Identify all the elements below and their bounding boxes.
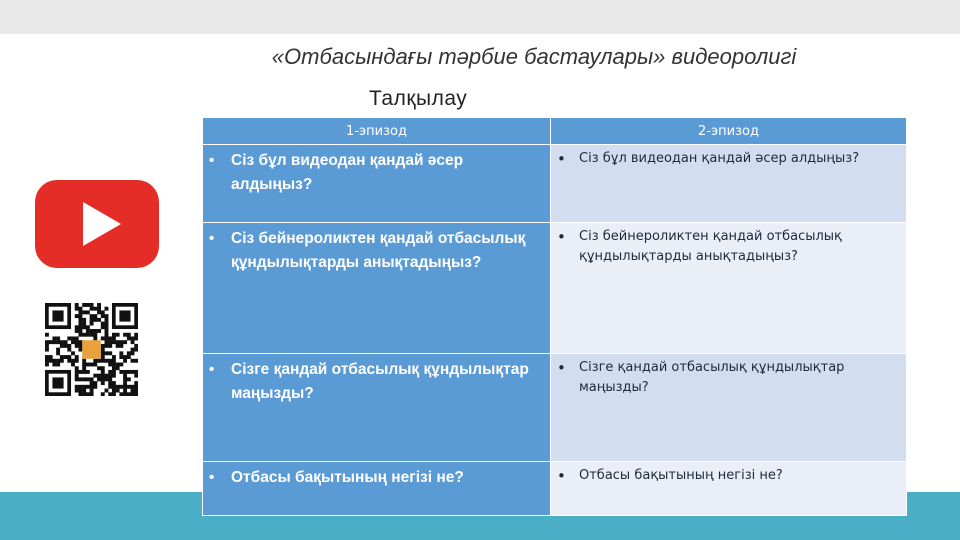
question-text: Сіз бейнероликтен қандай отбасылық құндылықтарды анықтадыңыз?: [231, 230, 526, 271]
qr-module: [67, 348, 71, 352]
qr-module: [82, 318, 86, 322]
qr-module: [101, 359, 105, 363]
qr-module: [123, 392, 127, 396]
qr-module: [134, 344, 138, 348]
qr-module: [101, 314, 105, 318]
qr-module: [97, 310, 101, 314]
qr-module: [78, 344, 82, 348]
qr-module: [123, 340, 127, 344]
qr-module: [105, 351, 109, 355]
qr-module: [82, 389, 86, 393]
qr-module: [134, 385, 138, 389]
qr-module: [101, 374, 105, 378]
qr-module: [108, 340, 112, 344]
qr-module: [82, 322, 86, 326]
discussion-table: [202, 117, 907, 516]
qr-module: [108, 336, 112, 340]
qr-finder-pattern: [119, 310, 130, 321]
qr-module: [112, 355, 116, 359]
qr-module: [123, 385, 127, 389]
qr-module: [75, 344, 79, 348]
qr-module: [112, 385, 116, 389]
question-text: Сіз бейнероликтен қандай отбасылық құндылықтарды анықтадыңыз?: [579, 229, 842, 264]
qr-module: [86, 370, 90, 374]
qr-module: [105, 377, 109, 381]
qr-module: [64, 355, 68, 359]
qr-module: [101, 322, 105, 326]
qr-module: [116, 363, 120, 367]
qr-module: [71, 363, 75, 367]
qr-module: [127, 392, 131, 396]
table-cell: [203, 145, 551, 223]
qr-module: [82, 392, 86, 396]
qr-module: [108, 374, 112, 378]
qr-module: [67, 344, 71, 348]
qr-module: [112, 340, 116, 344]
qr-module: [97, 303, 101, 307]
qr-module: [101, 325, 105, 329]
qr-module: [105, 359, 109, 363]
qr-module: [90, 377, 94, 381]
qr-module: [82, 377, 86, 381]
qr-module: [127, 355, 131, 359]
qr-module: [45, 355, 49, 359]
qr-module: [119, 370, 123, 374]
qr-module: [93, 336, 97, 340]
qr-module: [90, 333, 94, 337]
qr-module: [101, 351, 105, 355]
qr-module: [101, 392, 105, 396]
qr-module: [52, 363, 56, 367]
qr-module: [101, 344, 105, 348]
qr-module: [45, 340, 49, 344]
qr-module: [123, 359, 127, 363]
qr-module: [134, 389, 138, 393]
qr-module: [127, 385, 131, 389]
qr-module: [78, 377, 82, 381]
qr-module: [78, 322, 82, 326]
qr-module: [71, 336, 75, 340]
qr-module: [108, 359, 112, 363]
qr-module: [134, 381, 138, 385]
qr-module: [97, 318, 101, 322]
qr-module: [90, 318, 94, 322]
qr-module: [75, 389, 79, 393]
qr-module: [105, 314, 109, 318]
qr-module: [86, 303, 90, 307]
qr-module: [105, 322, 109, 326]
qr-module: [86, 377, 90, 381]
qr-module: [56, 336, 60, 340]
qr-module: [123, 370, 127, 374]
qr-module: [131, 336, 135, 340]
qr-module: [119, 344, 123, 348]
qr-module: [90, 322, 94, 326]
qr-module: [134, 336, 138, 340]
qr-module: [52, 359, 56, 363]
qr-module: [97, 307, 101, 311]
qr-module: [82, 363, 86, 367]
table-cell: [203, 462, 551, 516]
qr-module: [78, 385, 82, 389]
top-band: [0, 0, 960, 34]
qr-module: [56, 340, 60, 344]
qr-module: [119, 351, 123, 355]
qr-module: [45, 344, 49, 348]
qr-module: [131, 340, 135, 344]
qr-module: [75, 340, 79, 344]
qr-module: [108, 363, 112, 367]
qr-module: [82, 303, 86, 307]
qr-module: [101, 370, 105, 374]
qr-module: [108, 381, 112, 385]
qr-module: [97, 366, 101, 370]
qr-module: [78, 329, 82, 333]
qr-module: [97, 359, 101, 363]
qr-module: [112, 366, 116, 370]
slide-title: «Отбасындағы тәрбие бастаулары» видеоролигі: [271, 44, 797, 69]
question-text: Сіз бұл видеодан қандай әсер алдыңыз?: [231, 152, 464, 193]
qr-module: [45, 348, 49, 352]
qr-module: [86, 385, 90, 389]
qr-module: [82, 310, 86, 314]
qr-module: [127, 333, 131, 337]
bullet: •: [557, 467, 566, 485]
qr-module: [123, 381, 127, 385]
qr-module: [75, 355, 79, 359]
qr-module: [86, 363, 90, 367]
qr-module: [127, 351, 131, 355]
qr-module: [97, 377, 101, 381]
qr-module: [93, 381, 97, 385]
bullet: •: [209, 152, 215, 169]
qr-module: [134, 348, 138, 352]
bullet: •: [209, 230, 215, 247]
qr-module: [90, 363, 94, 367]
qr-module: [105, 336, 109, 340]
qr-module: [119, 385, 123, 389]
qr-module: [108, 370, 112, 374]
qr-module: [60, 359, 64, 363]
qr-module: [64, 340, 68, 344]
qr-module: [82, 370, 86, 374]
qr-module: [78, 340, 82, 344]
slide-subtitle: Талқылау: [369, 87, 468, 110]
qr-module: [67, 359, 71, 363]
qr-module: [112, 381, 116, 385]
qr-module: [71, 340, 75, 344]
table-cell: [551, 354, 907, 462]
qr-module: [75, 374, 79, 378]
qr-module: [71, 359, 75, 363]
qr-module: [112, 359, 116, 363]
qr-module: [105, 329, 109, 333]
qr-module: [105, 307, 109, 311]
bullet: •: [557, 359, 566, 377]
qr-module: [71, 351, 75, 355]
qr-module: [90, 385, 94, 389]
qr-module: [90, 307, 94, 311]
qr-module: [105, 374, 109, 378]
qr-module: [134, 392, 138, 396]
qr-module: [86, 329, 90, 333]
qr-module: [90, 303, 94, 307]
qr-module: [75, 314, 79, 318]
qr-module: [49, 340, 53, 344]
qr-module: [93, 363, 97, 367]
table-cell: [551, 462, 907, 516]
qr-module: [82, 366, 86, 370]
qr-module: [134, 370, 138, 374]
qr-module: [101, 381, 105, 385]
qr-module: [93, 333, 97, 337]
qr-module: [101, 310, 105, 314]
question-text: Сізге қандай отбасылық құндылықтар маңызды?: [579, 360, 845, 395]
qr-module: [75, 370, 79, 374]
qr-module: [116, 344, 120, 348]
qr-module: [105, 389, 109, 393]
qr-module: [123, 374, 127, 378]
qr-module: [112, 336, 116, 340]
qr-module: [105, 333, 109, 337]
qr-module: [93, 318, 97, 322]
qr-module: [119, 355, 123, 359]
qr-module: [127, 336, 131, 340]
qr-module: [123, 333, 127, 337]
qr-module: [108, 351, 112, 355]
question-text: Сіз бұл видеодан қандай әсер алдыңыз?: [579, 151, 860, 166]
table-cell: [551, 223, 907, 354]
qr-module: [97, 329, 101, 333]
qr-module: [90, 392, 94, 396]
qr-module: [49, 355, 53, 359]
table-cell: [203, 354, 551, 462]
qr-module: [127, 370, 131, 374]
qr-module: [52, 340, 56, 344]
qr-module: [112, 389, 116, 393]
question-text: Сізге қандай отбасылық құндылықтар маңызды?: [231, 361, 529, 402]
qr-module: [116, 366, 120, 370]
qr-module: [75, 307, 79, 311]
qr-module: [90, 329, 94, 333]
qr-module: [56, 359, 60, 363]
qr-module: [86, 325, 90, 329]
qr-module: [112, 363, 116, 367]
qr-module: [112, 374, 116, 378]
qr-module: [75, 336, 79, 340]
qr-module: [78, 318, 82, 322]
qr-module: [78, 307, 82, 311]
qr-module: [75, 377, 79, 381]
qr-module: [119, 340, 123, 344]
qr-module: [64, 344, 68, 348]
qr-module: [86, 392, 90, 396]
qr-module: [67, 355, 71, 359]
qr-module: [93, 314, 97, 318]
bullet: •: [557, 228, 566, 246]
qr-module: [60, 355, 64, 359]
youtube-play-icon[interactable]: [35, 180, 159, 268]
table-cell: [203, 223, 551, 354]
qr-module: [123, 377, 127, 381]
qr-module: [134, 359, 138, 363]
qr-module: [134, 333, 138, 337]
qr-module: [90, 389, 94, 393]
qr-module: [112, 392, 116, 396]
qr-module: [101, 377, 105, 381]
bullet: •: [209, 469, 215, 486]
qr-module: [78, 310, 82, 314]
qr-module: [101, 366, 105, 370]
qr-module: [112, 370, 116, 374]
qr-module: [108, 344, 112, 348]
qr-module: [119, 392, 123, 396]
qr-finder-pattern: [52, 310, 63, 321]
qr-module: [116, 340, 120, 344]
qr-module: [131, 348, 135, 352]
qr-module: [56, 351, 60, 355]
qr-module: [93, 385, 97, 389]
qr-module: [56, 348, 60, 352]
qr-module: [78, 348, 82, 352]
qr-module: [75, 329, 79, 333]
qr-module: [93, 359, 97, 363]
qr-module: [123, 389, 127, 393]
qr-center-image: [82, 340, 101, 359]
qr-module: [123, 355, 127, 359]
qr-module: [45, 359, 49, 363]
qr-module: [127, 377, 131, 381]
qr-module: [82, 359, 86, 363]
qr-module: [86, 333, 90, 337]
qr-module: [105, 318, 109, 322]
qr-module: [78, 325, 82, 329]
qr-module: [60, 340, 64, 344]
qr-module: [78, 333, 82, 337]
qr-module: [116, 389, 120, 393]
qr-module: [75, 303, 79, 307]
qr-module: [75, 366, 79, 370]
qr-module: [90, 314, 94, 318]
qr-module: [86, 310, 90, 314]
qr-module: [119, 363, 123, 367]
qr-module: [82, 325, 86, 329]
qr-module: [67, 336, 71, 340]
qr-module: [93, 374, 97, 378]
qr-module: [116, 385, 120, 389]
qr-module: [45, 363, 49, 367]
qr-module: [105, 325, 109, 329]
qr-module: [49, 359, 53, 363]
qr-module: [82, 333, 86, 337]
qr-module: [60, 344, 64, 348]
qr-module: [131, 389, 135, 393]
qr-module: [101, 355, 105, 359]
qr-module: [112, 333, 116, 337]
header-episode-2: 2-эпизод: [551, 118, 907, 145]
qr-module: [131, 385, 135, 389]
qr-module: [78, 314, 82, 318]
header-episode-1: 1-эпизод: [203, 118, 551, 145]
qr-module: [101, 348, 105, 352]
table-cell: [551, 145, 907, 223]
qr-module: [108, 377, 112, 381]
qr-finder-pattern: [52, 377, 63, 388]
qr-module: [52, 336, 56, 340]
qr-module: [116, 333, 120, 337]
qr-module: [78, 389, 82, 393]
qr-module: [90, 381, 94, 385]
qr-module: [56, 363, 60, 367]
qr-module: [75, 359, 79, 363]
qr-module: [78, 370, 82, 374]
qr-module: [134, 374, 138, 378]
qr-module: [45, 333, 49, 337]
qr-module: [108, 385, 112, 389]
question-text: Отбасы бақытының негізі не?: [231, 469, 464, 486]
qr-module: [131, 351, 135, 355]
qr-module: [78, 392, 82, 396]
bullet: •: [209, 361, 215, 378]
qr-code[interactable]: [45, 303, 138, 396]
bullet: •: [557, 150, 566, 168]
qr-module: [105, 340, 109, 344]
qr-module: [131, 370, 135, 374]
qr-module: [131, 392, 135, 396]
qr-module: [131, 359, 135, 363]
qr-module: [75, 325, 79, 329]
qr-module: [108, 392, 112, 396]
qr-module: [93, 307, 97, 311]
qr-module: [101, 336, 105, 340]
qr-module: [75, 385, 79, 389]
qr-module: [93, 329, 97, 333]
qr-module: [105, 344, 109, 348]
question-text: Отбасы бақытының негізі не?: [579, 468, 783, 483]
qr-module: [97, 374, 101, 378]
qr-module: [82, 385, 86, 389]
